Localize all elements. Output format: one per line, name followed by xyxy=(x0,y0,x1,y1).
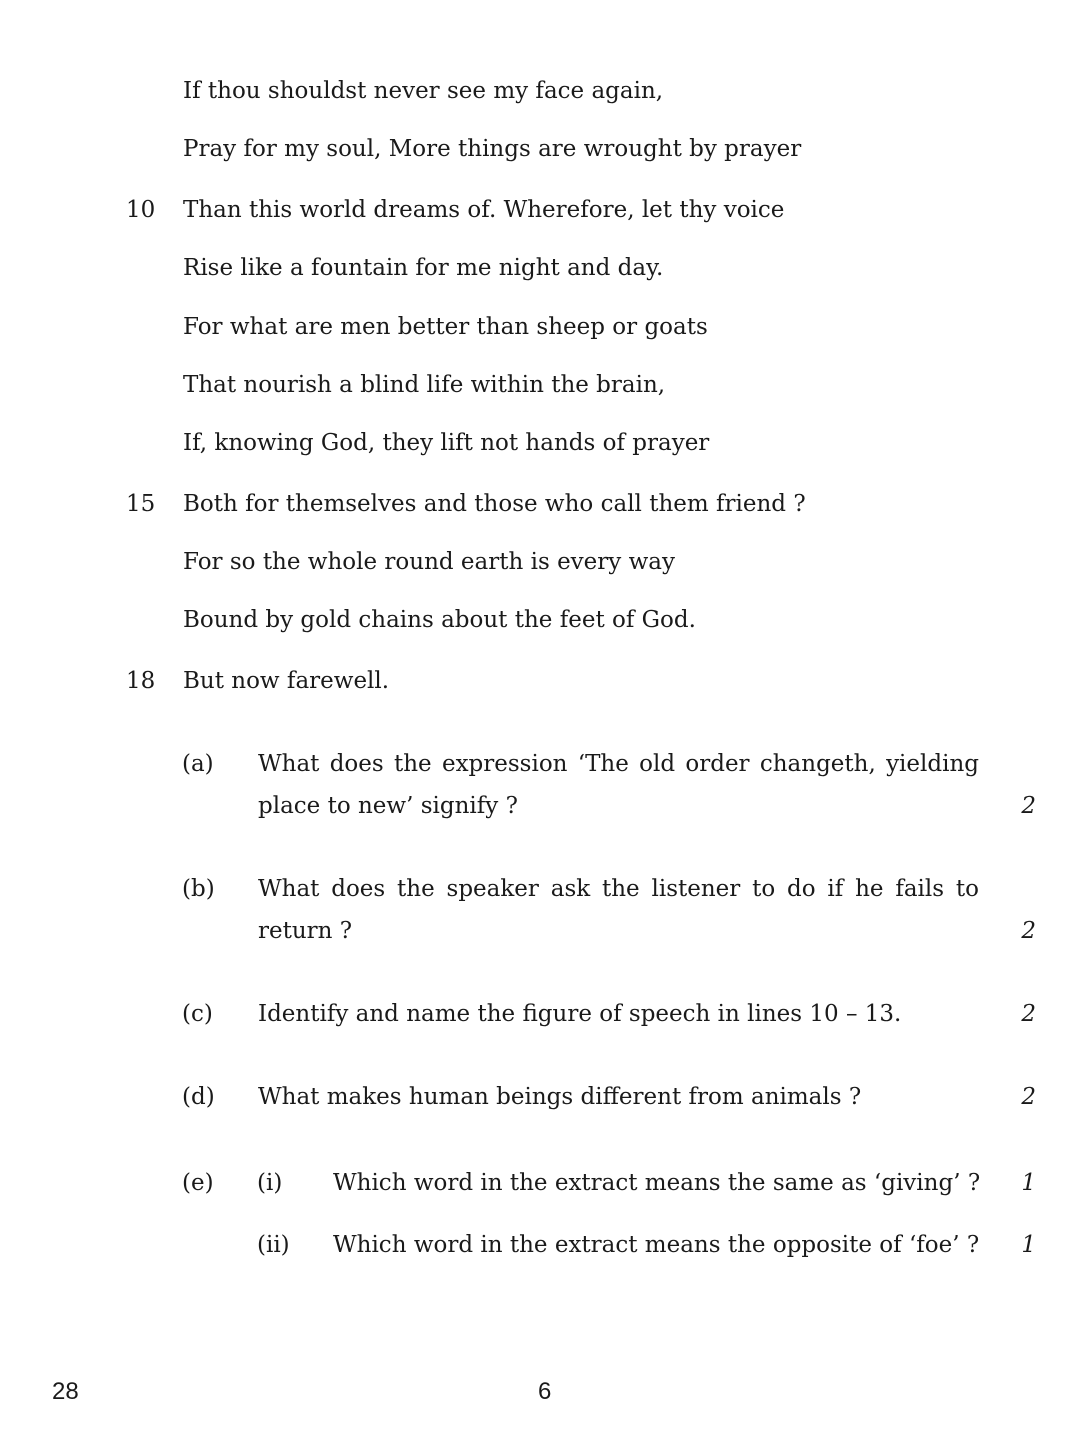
poem-line-text: Than this world dreams of. Wherefore, let thy voice xyxy=(183,197,785,223)
marks-a: 2 xyxy=(1021,793,1036,819)
question-b xyxy=(0,868,1091,952)
line-number: 18 xyxy=(126,668,156,694)
subquestion-label: (i) xyxy=(257,1170,283,1196)
question-c xyxy=(0,993,1091,1035)
page-number: 6 xyxy=(538,1378,552,1405)
marks-c: 2 xyxy=(1021,1001,1036,1027)
poem-line-text: Both for themselves and those who call them friend ? xyxy=(183,491,806,517)
question-a xyxy=(0,743,1091,827)
poem-line-text: For so the whole round earth is every way xyxy=(183,549,675,575)
question-text: What does the expression ‘The old order changeth, yielding place to new’ signify ? xyxy=(258,751,979,819)
poem-line xyxy=(0,425,1000,461)
question-e-ii xyxy=(0,1224,1091,1266)
poem-line xyxy=(0,663,1000,699)
paper-code: 28 xyxy=(52,1378,79,1405)
poem-line-text: If, knowing God, they lift not hands of prayer xyxy=(183,430,710,456)
poem-line-text: Bound by gold chains about the feet of God. xyxy=(183,607,696,633)
question-label: (b) xyxy=(182,876,215,902)
question-label: (a) xyxy=(182,751,214,777)
marks-d: 2 xyxy=(1021,1084,1036,1110)
question-text: Identify and name the figure of speech in lines 10 – 13. xyxy=(258,1001,902,1027)
question-label: (d) xyxy=(182,1084,215,1110)
poem-line xyxy=(0,367,1000,403)
marks-e-ii: 1 xyxy=(1021,1232,1036,1258)
poem-line-text: If thou shouldst never see my face again, xyxy=(183,78,664,104)
marks-b: 2 xyxy=(1021,918,1036,944)
question-e-i xyxy=(0,1162,1091,1204)
poem-line-text: For what are men better than sheep or goats xyxy=(183,314,708,340)
poem-line xyxy=(0,250,1000,286)
poem-line xyxy=(0,131,1000,167)
question-d xyxy=(0,1076,1091,1118)
line-number: 10 xyxy=(126,197,156,223)
poem-line xyxy=(0,192,1000,228)
line-number: 15 xyxy=(126,491,156,517)
poem-line-text: Rise like a fountain for me night and day. xyxy=(183,255,664,281)
subquestion-label: (ii) xyxy=(257,1232,290,1258)
marks-e-i: 1 xyxy=(1021,1170,1036,1196)
poem-line xyxy=(0,73,1000,109)
subquestion-text: Which word in the extract means the opposite of ‘foe’ ? xyxy=(333,1232,980,1258)
poem-line-text: That nourish a blind life within the brain, xyxy=(183,372,666,398)
question-label: (c) xyxy=(182,1001,213,1027)
poem-line-text: But now farewell. xyxy=(183,668,390,694)
question-label: (e) xyxy=(182,1170,214,1196)
poem-line xyxy=(0,309,1000,345)
question-text: What makes human beings different from animals ? xyxy=(258,1084,862,1110)
subquestion-text: Which word in the extract means the same as ‘giving’ ? xyxy=(333,1170,981,1196)
poem-line xyxy=(0,544,1000,580)
poem-line xyxy=(0,486,1000,522)
question-text: What does the speaker ask the listener to do if he fails to return ? xyxy=(258,876,979,944)
poem-line xyxy=(0,602,1000,638)
poem-line-text: Pray for my soul, More things are wrought by prayer xyxy=(183,136,802,162)
